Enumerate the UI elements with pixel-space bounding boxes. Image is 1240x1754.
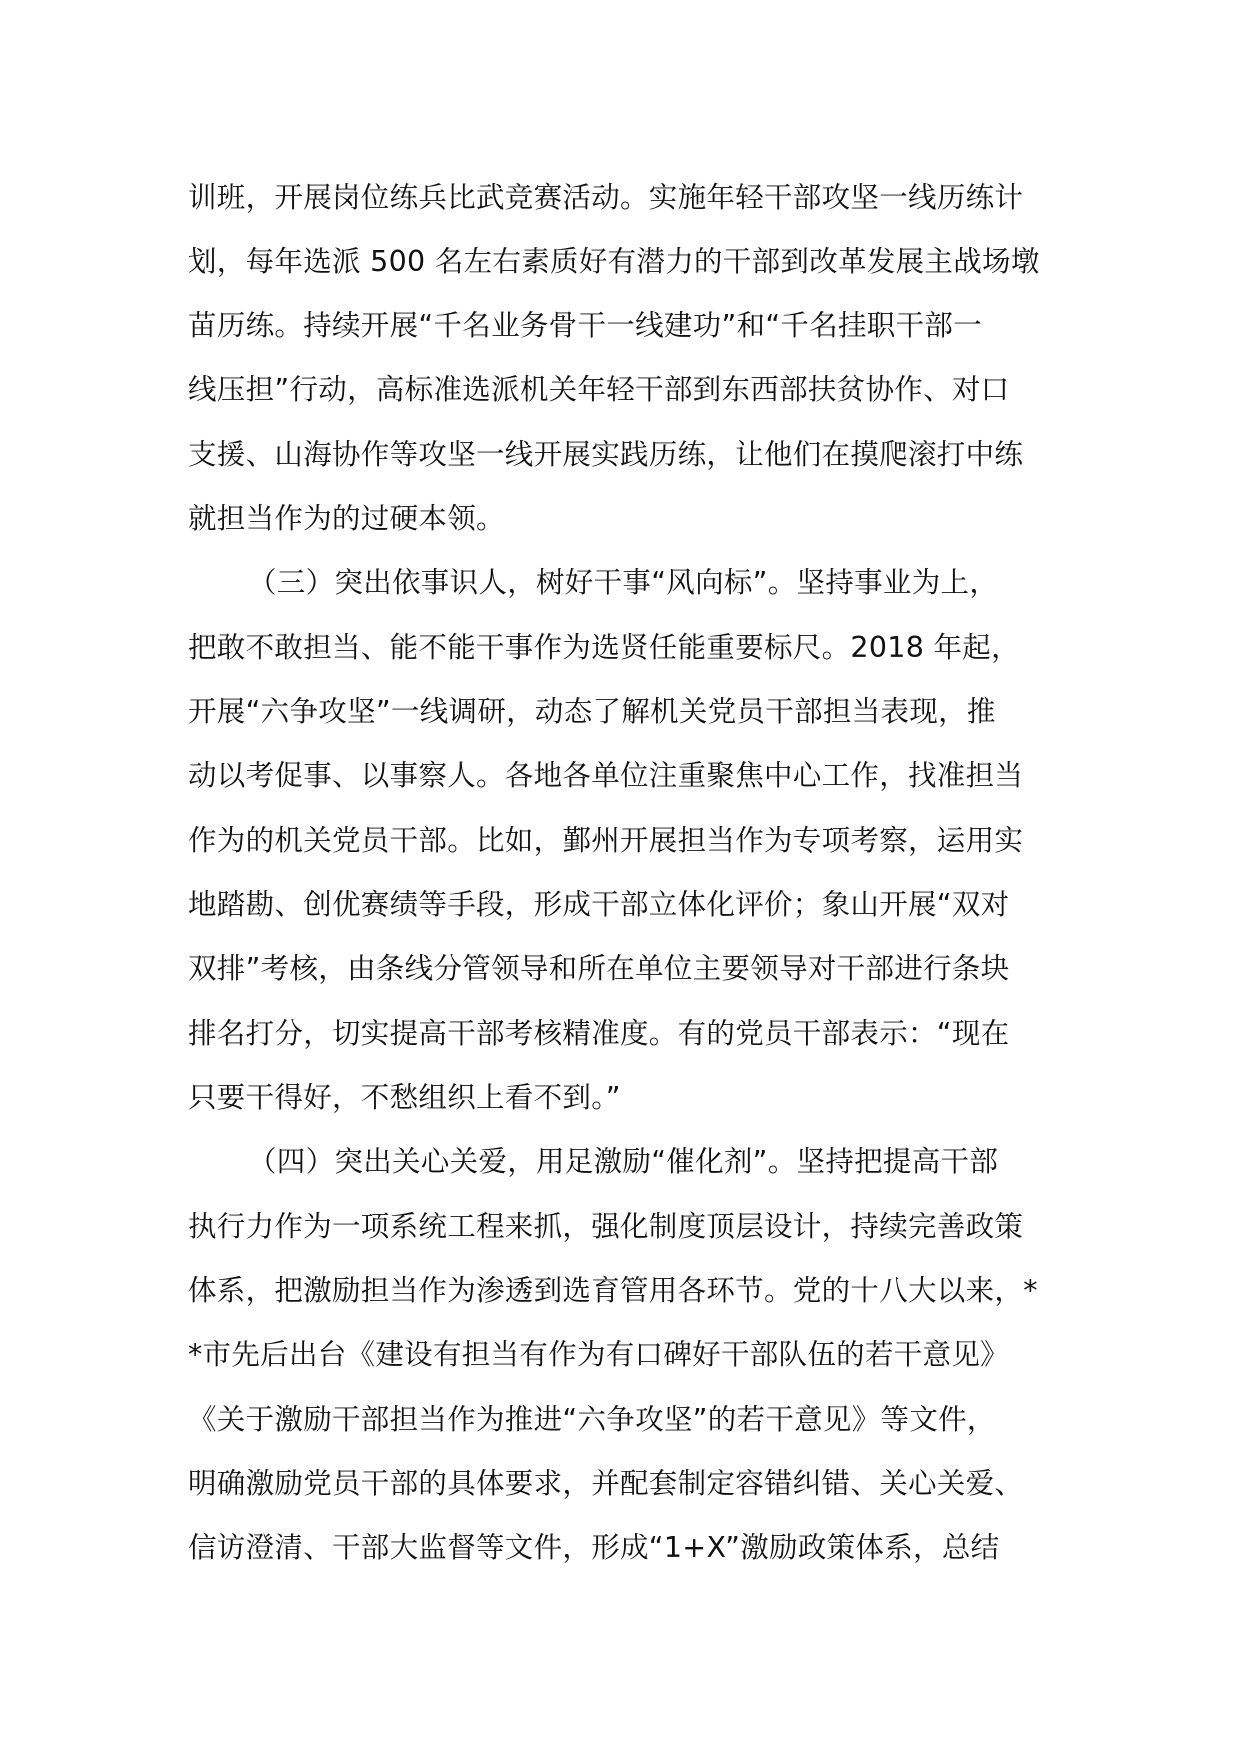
text-line-10: 动以考促事、以事察人。各地各单位注重聚焦中心工作，找准担当 (188, 759, 1024, 792)
text-line-20: 《关于激励干部担当作为推进“六争攻坚”的若干意见》等文件， (188, 1403, 996, 1436)
text-line-15: 只要干得好，不愁组织上看不到。” (188, 1081, 621, 1114)
text-line-17: 执行力作为一项系统工程来抓，强化制度顶层设计，持续完善政策 (188, 1210, 1024, 1243)
paragraph-4-heading-line: （四）突出关心关爱，用足激励“催化剂”。坚持把提高干部 (248, 1145, 999, 1178)
text-line-19: *市先后出台《建设有担当有作为有口碑好干部队伍的若干意见》 (188, 1338, 1009, 1371)
text-line-8: 把敢不敢担当、能不能干事作为选贤任能重要标尺。2018 年起， (188, 631, 1020, 664)
text-line-21: 明确激励党员干部的具体要求，并配套制定容错纠错、关心关爱、 (188, 1467, 1024, 1500)
text-line-2: 划，每年选派 500 名左右素质好有潜力的干部到改革发展主战场墩 (188, 245, 1040, 278)
text-line-9: 开展“六争攻坚”一线调研，动态了解机关党员干部担当表现，推 (188, 695, 996, 728)
text-line-4: 线压担”行动，高标准选派机关年轻干部到东西部扶贫协作、对口 (188, 373, 1010, 406)
text-line-5: 支援、山海协作等攻坚一线开展实践历练，让他们在摸爬滚打中练 (188, 438, 1024, 471)
text-line-22: 信访澄清、干部大监督等文件，形成“1+X”激励政策体系，总结 (188, 1531, 1000, 1564)
text-line-13: 双排”考核，由条线分管领导和所在单位主要领导对干部进行条块 (188, 952, 1010, 985)
text-line-6: 就担当作为的过硬本领。 (188, 502, 505, 535)
text-line-11: 作为的机关党员干部。比如，鄞州开展担当作为专项考察，运用实 (188, 824, 1024, 857)
text-line-12: 地踏勘、创优赛绩等手段，形成干部立体化评价；象山开展“双对 (188, 888, 1010, 921)
text-line-3: 苗历练。持续开展“千名业务骨干一线建功”和“千名挂职干部一 (188, 309, 982, 342)
paragraph-3-heading-line: （三）突出依事识人，树好干事“风向标”。坚持事业为上， (248, 566, 999, 599)
text-line-1: 训班，开展岗位练兵比武竞赛活动。实施年轻干部攻坚一线历练计 (188, 181, 1024, 214)
text-line-18: 体系，把激励担当作为渗透到选育管用各环节。党的十八大以来，* (188, 1274, 1038, 1307)
text-line-14: 排名打分，切实提高干部考核精准度。有的党员干部表示：“现在 (188, 1017, 1010, 1050)
